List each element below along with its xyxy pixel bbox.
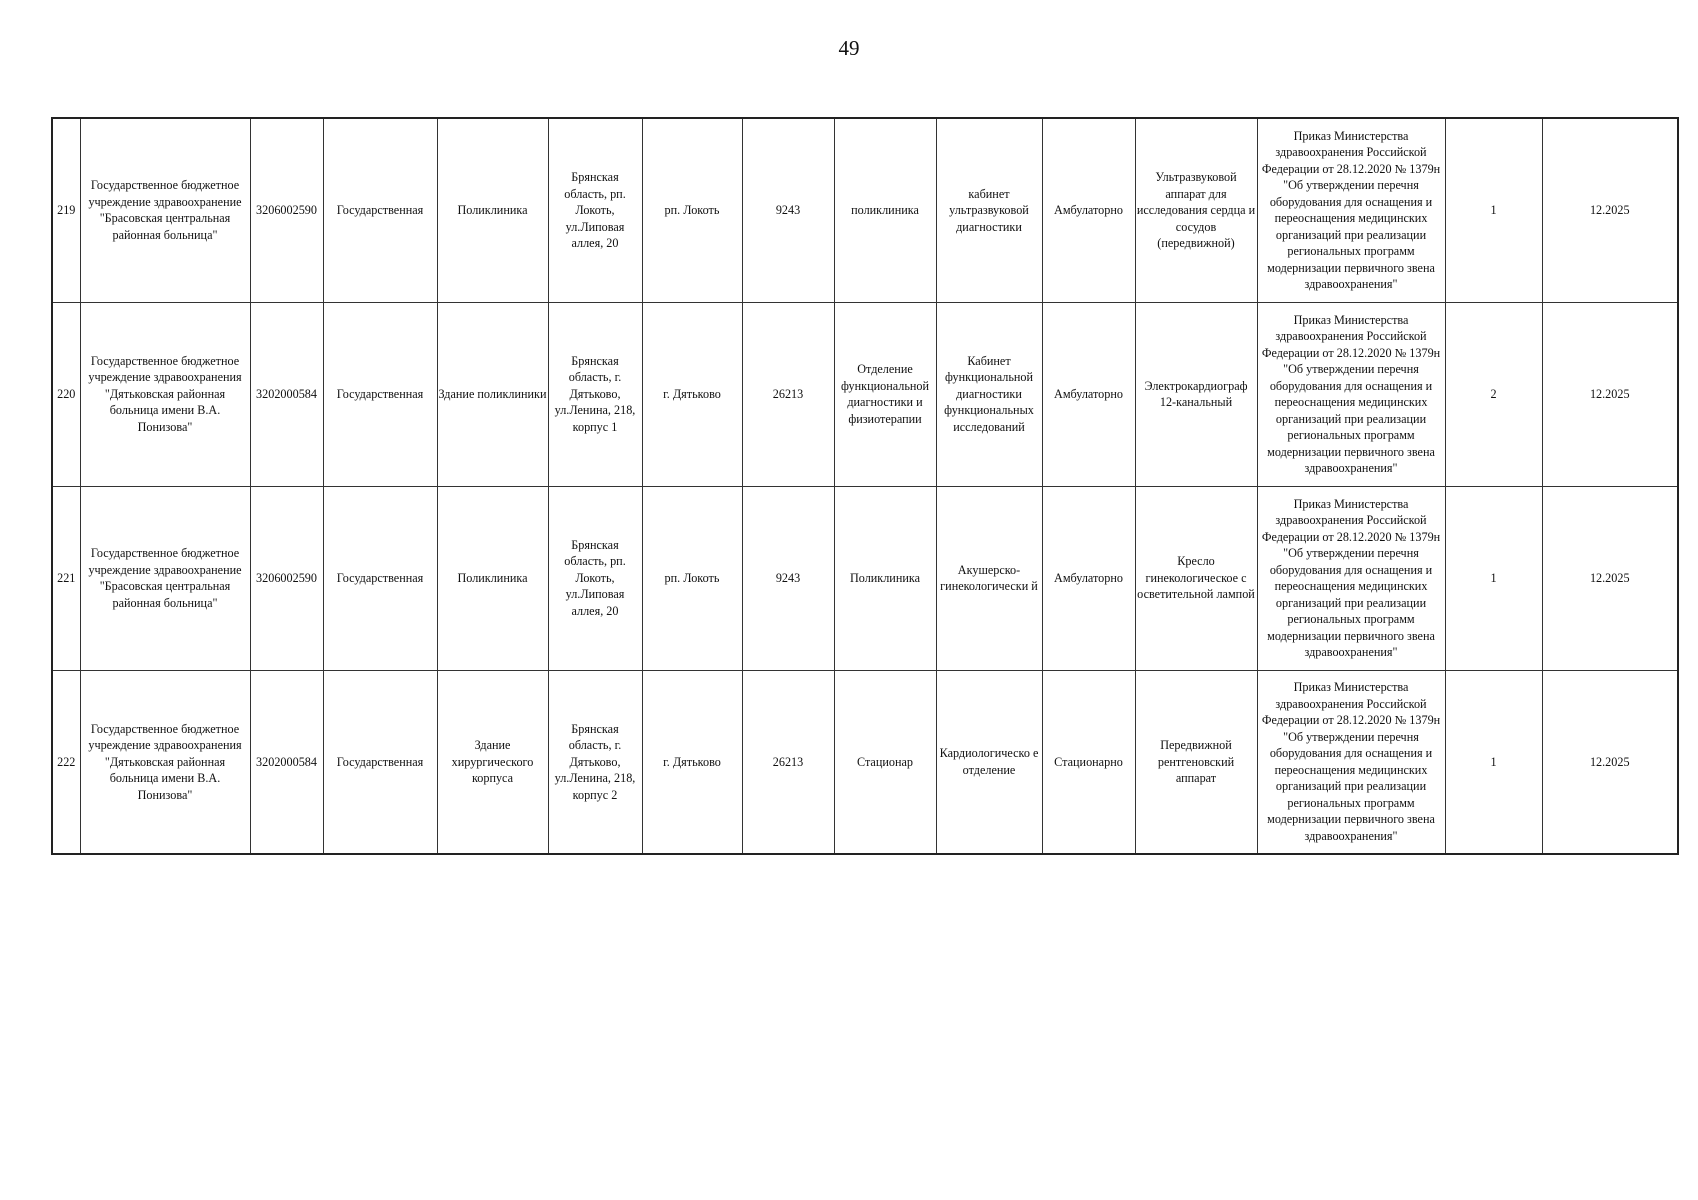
ownership-type: Государственная	[323, 670, 437, 854]
settlement: рп. Локоть	[642, 486, 742, 670]
department: Стационар	[834, 670, 936, 854]
organization-name: Государственное бюджетное учреждение здравоохранение "Брасовская центральная районная больница"	[80, 118, 250, 302]
settlement: рп. Локоть	[642, 118, 742, 302]
legal-basis: Приказ Министерства здравоохранения Российской Федерации от 28.12.2020 № 1379н "Об утверждении перечня оборудования для оснащения и переоснащения медицинских организаций при реализации региональных программ модернизации первичного звена здравоохранения"	[1257, 670, 1445, 854]
table-row	[52, 302, 1678, 486]
row-number: 222	[52, 670, 80, 854]
address: Брянская область, г. Дятьково, ул.Ленина, 218, корпус 1	[548, 302, 642, 486]
building-type: Здание хирургического корпуса	[437, 670, 548, 854]
building-type: Поликлиника	[437, 118, 548, 302]
deadline-date: 12.2025	[1542, 670, 1678, 854]
room: кабинет ультразвуковой диагностики	[936, 118, 1042, 302]
legal-basis: Приказ Министерства здравоохранения Российской Федерации от 28.12.2020 № 1379н "Об утверждении перечня оборудования для оснащения и переоснащения медицинских организаций при реализации региональных программ модернизации первичного звена здравоохранения"	[1257, 486, 1445, 670]
settlement: г. Дятьково	[642, 302, 742, 486]
population: 9243	[742, 118, 834, 302]
inn: 3206002590	[250, 486, 323, 670]
row-number: 219	[52, 118, 80, 302]
legal-basis: Приказ Министерства здравоохранения Российской Федерации от 28.12.2020 № 1379н "Об утверждении перечня оборудования для оснащения и переоснащения медицинских организаций при реализации региональных программ модернизации первичного звена здравоохранения"	[1257, 118, 1445, 302]
building-type: Поликлиника	[437, 486, 548, 670]
inn: 3202000584	[250, 670, 323, 854]
deadline-date: 12.2025	[1542, 118, 1678, 302]
ownership-type: Государственная	[323, 302, 437, 486]
room: Акушерско-гинекологически й	[936, 486, 1042, 670]
deadline-date: 12.2025	[1542, 302, 1678, 486]
organization-name: Государственное бюджетное учреждение здравоохранения "Дятьковская районная больница имени В.А. Понизова"	[80, 670, 250, 854]
quantity: 1	[1445, 486, 1542, 670]
row-number: 220	[52, 302, 80, 486]
quantity: 1	[1445, 670, 1542, 854]
inn: 3206002590	[250, 118, 323, 302]
address: Брянская область, г. Дятьково, ул.Ленина, 218, корпус 2	[548, 670, 642, 854]
equipment: Кресло гинекологическое с осветительной лампой	[1135, 486, 1257, 670]
population: 26213	[742, 302, 834, 486]
legal-basis: Приказ Министерства здравоохранения Российской Федерации от 28.12.2020 № 1379н "Об утверждении перечня оборудования для оснащения и переоснащения медицинских организаций при реализации региональных программ модернизации первичного звена здравоохранения"	[1257, 302, 1445, 486]
organization-name: Государственное бюджетное учреждение здравоохранение "Брасовская центральная районная больница"	[80, 486, 250, 670]
room: Кардиологическо е отделение	[936, 670, 1042, 854]
building-type: Здание поликлиники	[437, 302, 548, 486]
equipment: Ультразвуковой аппарат для исследования сердца и сосудов (передвижной)	[1135, 118, 1257, 302]
population: 9243	[742, 486, 834, 670]
equipment: Электрокардиограф 12-канальный	[1135, 302, 1257, 486]
care-form: Амбулаторно	[1042, 302, 1135, 486]
address: Брянская область, рп. Локоть, ул.Липовая аллея, 20	[548, 118, 642, 302]
care-form: Амбулаторно	[1042, 118, 1135, 302]
quantity: 1	[1445, 118, 1542, 302]
table-row	[52, 486, 1678, 670]
inn: 3202000584	[250, 302, 323, 486]
deadline-date: 12.2025	[1542, 486, 1678, 670]
department: Отделение функциональной диагностики и физиотерапии	[834, 302, 936, 486]
ownership-type: Государственная	[323, 486, 437, 670]
table-row	[52, 118, 1678, 302]
population: 26213	[742, 670, 834, 854]
ownership-type: Государственная	[323, 118, 437, 302]
room: Кабинет функциональной диагностики функциональных исследований	[936, 302, 1042, 486]
care-form: Амбулаторно	[1042, 486, 1135, 670]
row-number: 221	[52, 486, 80, 670]
department: поликлиника	[834, 118, 936, 302]
quantity: 2	[1445, 302, 1542, 486]
table-row	[52, 670, 1678, 854]
page-number: 49	[838, 36, 860, 60]
department: Поликлиника	[834, 486, 936, 670]
care-form: Стационарно	[1042, 670, 1135, 854]
address: Брянская область, рп. Локоть, ул.Липовая аллея, 20	[548, 486, 642, 670]
settlement: г. Дятьково	[642, 670, 742, 854]
equipment-table	[51, 117, 1679, 855]
organization-name: Государственное бюджетное учреждение здравоохранения "Дятьковская районная больница имени В.А. Понизова"	[80, 302, 250, 486]
equipment: Передвижной рентгеновский аппарат	[1135, 670, 1257, 854]
